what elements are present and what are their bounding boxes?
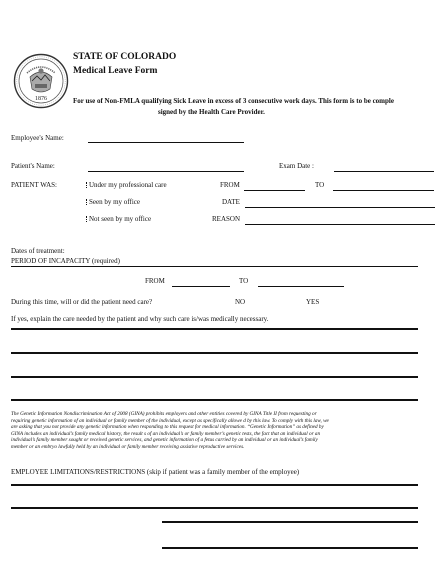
exam-date-field[interactable] xyxy=(334,171,434,172)
under-care-label: Under my professional care xyxy=(89,181,167,189)
state-seal-logo xyxy=(13,53,69,109)
seal-year: 1876 xyxy=(35,96,47,102)
dates-of-treatment-label: Dates of treatment: xyxy=(11,247,65,255)
gina-line-5: individual’s family member sought or received genetic services, and genetic information of a fetus carried by an individual or an individual’s family xyxy=(11,437,318,444)
form-title: Medical Leave Form xyxy=(73,66,158,76)
patient-name-label: Patient's Name: xyxy=(11,162,55,170)
seen-option[interactable] xyxy=(89,198,140,206)
care-from-field[interactable] xyxy=(244,190,305,191)
employee-name-label: Employee's Name: xyxy=(11,134,64,142)
explain-line-2[interactable] xyxy=(11,352,418,354)
explain-line-3[interactable] xyxy=(11,376,418,378)
explain-line-4[interactable] xyxy=(11,399,418,401)
exam-date-label: Exam Date : xyxy=(279,162,314,170)
reason-label: REASON xyxy=(212,215,241,223)
explain-label: If yes, explain the care needed by the patient and why such care is/was medically necessary. xyxy=(11,315,269,323)
gina-line-3: are asking that you not provide any genetic information when responding to this request for medical information. “Genetic Information” as defined by xyxy=(11,424,324,431)
seen-date-field[interactable] xyxy=(245,207,435,208)
patient-was-label: PATIENT WAS: xyxy=(11,181,57,189)
limitations-line-3[interactable] xyxy=(162,521,418,523)
intro-line-1: For use of Non-FMLA qualifying Sick Leave in excess of 3 consecutive work days. This form is to be comple xyxy=(73,97,394,105)
gina-line-2: requiring genetic information of an individual or family member of the individual, except as specifically allowe d by this law. To comply with this law, we xyxy=(11,417,329,424)
reason-field[interactable] xyxy=(245,224,435,225)
no-option[interactable]: NO xyxy=(235,298,246,306)
under-care-option[interactable] xyxy=(89,181,167,189)
gina-line-6: member or an embryo lawfully held by an individual or family member receiving assistive reproductive services. xyxy=(11,443,245,450)
not-seen-label: Not seen by my office xyxy=(89,215,152,223)
period-of-incapacity-label: PERIOD OF INCAPACITY (required) xyxy=(11,257,120,265)
gina-line-1: The Genetic Information Nondiscrimination Act of 2008 (GINA) prohibits employers and other entities covered by GINA Title II from requesting or xyxy=(11,411,317,417)
gina-notice xyxy=(11,411,436,451)
seen-label: Seen by my office xyxy=(89,198,140,206)
gina-line-4: GINA includes an individual’s family medical history, the result s of an individual’s or family member’s genetic tests, the fact that an individual or an xyxy=(11,430,321,437)
from-label: FROM xyxy=(220,181,240,189)
need-care-question: During this time, will or did the patient need care? xyxy=(11,298,153,306)
to-label: TO xyxy=(315,181,325,189)
employee-name-field[interactable] xyxy=(88,142,244,143)
incapacity-to-field[interactable] xyxy=(258,286,344,287)
incapacity-from-field[interactable] xyxy=(172,286,230,287)
yes-option[interactable]: YES xyxy=(306,298,320,306)
date-label: DATE xyxy=(222,198,240,206)
limitations-title: EMPLOYEE LIMITATIONS/RESTRICTIONS (skip if patient was a family member of the employee) xyxy=(11,468,300,476)
patient-name-field[interactable] xyxy=(88,171,244,172)
care-to-field[interactable] xyxy=(333,190,434,191)
incapacity-from-label: FROM xyxy=(145,277,165,285)
explain-line-1[interactable] xyxy=(11,328,418,330)
limitations-line-4[interactable] xyxy=(162,547,418,549)
limitations-line-1[interactable] xyxy=(11,484,418,486)
limitations-line-2[interactable] xyxy=(11,507,418,509)
state-name: STATE OF COLORADO xyxy=(73,52,177,62)
not-seen-option[interactable] xyxy=(89,215,151,223)
incapacity-to-label: TO xyxy=(239,277,249,285)
period-of-incapacity-rule xyxy=(11,266,418,267)
intro-line-2: signed by the Health Care Provider. xyxy=(158,108,265,116)
